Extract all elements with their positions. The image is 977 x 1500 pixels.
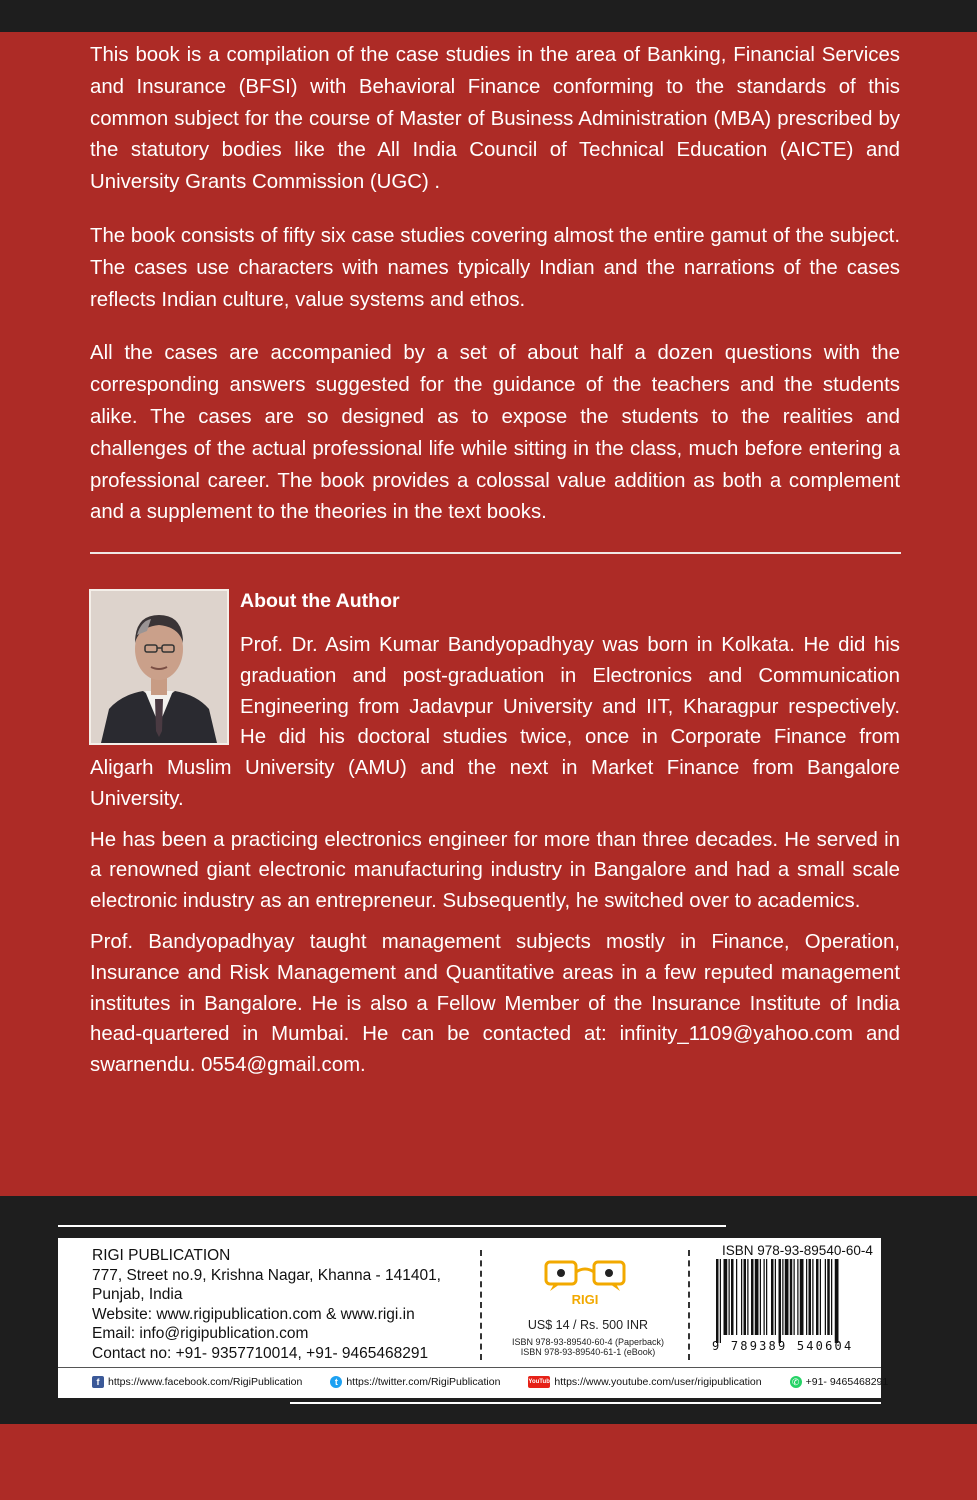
- barcode-bar: [806, 1259, 807, 1335]
- author-bio-body: [90, 753, 900, 1091]
- barcode-bar: [724, 1259, 728, 1335]
- footer-bottom-rule: [290, 1402, 881, 1404]
- barcode-bar: [775, 1259, 776, 1335]
- footer-top-rule: [58, 1225, 726, 1227]
- description-paragraph-3: All the cases are accompanied by a set of about half a dozen questions with the corresponding answers suggested for the guidance of the teachers and the students alike. The cases are so designed as to expose the students to the realities and challenges of the actual professional life while sitting in the class, much before entering a professional career. The book provides a colossal value addition as both a complement and a supplement to the theories in the text books.: [90, 342, 900, 524]
- barcode-bar: [816, 1259, 819, 1335]
- publisher-address-line-2: Punjab, India: [92, 1286, 183, 1304]
- whatsapp-number: +91- 9465468291: [805, 1376, 889, 1388]
- rigi-logo: [540, 1258, 630, 1308]
- barcode-bar: [809, 1259, 812, 1335]
- barcode-isbn-label: ISBN 978-93-89540-60-4: [722, 1243, 873, 1258]
- author-bio-career: He has been a practicing electronics engineer for more than three decades. He served in a renowned giant electronic manufacturing industry in Bangalore and had a small scale electronic industry as an entrepreneur. Subsequently, he switched over to academics.: [90, 828, 900, 913]
- social-top-rule: [58, 1367, 881, 1368]
- social-links-bar: [92, 1371, 889, 1393]
- barcode-bar: [785, 1259, 789, 1335]
- whatsapp-link[interactable]: [790, 1376, 889, 1388]
- footer-dashed-divider-left: [480, 1250, 482, 1360]
- barcode-bar: [782, 1259, 783, 1335]
- barcode-bar: [794, 1259, 795, 1335]
- publisher-address-line-1: 777, Street no.9, Krishna Nagar, Khanna - 141401,: [92, 1266, 441, 1284]
- barcode-bar: [736, 1259, 737, 1335]
- whatsapp-icon: ✆: [790, 1376, 802, 1388]
- twitter-link[interactable]: [330, 1376, 500, 1388]
- barcode-bar: [812, 1259, 813, 1335]
- author-photo: [89, 589, 229, 745]
- facebook-link[interactable]: [92, 1376, 302, 1388]
- book-price: US$ 14 / Rs. 500 INR: [527, 1318, 649, 1332]
- barcode-bar: [716, 1259, 719, 1343]
- top-dark-band: [0, 0, 977, 32]
- barcode-bar: [835, 1259, 839, 1343]
- barcode-bar: [831, 1259, 832, 1335]
- about-author-heading: About the Author: [240, 590, 400, 612]
- twitter-icon: t: [330, 1376, 342, 1388]
- barcode-bar: [825, 1259, 826, 1335]
- barcode-bar: [766, 1259, 767, 1335]
- publisher-name: RIGI PUBLICATION: [92, 1247, 231, 1264]
- barcode-bar: [720, 1259, 721, 1343]
- barcode-bar: [779, 1259, 782, 1343]
- barcode-bar: [820, 1259, 821, 1335]
- barcode-digits: 9 789389 540604: [712, 1339, 854, 1353]
- barcode-bar: [827, 1259, 830, 1335]
- barcode-bar: [741, 1259, 742, 1335]
- isbn-barcode: [714, 1259, 878, 1343]
- isbn-ebook: ISBN 978-93-89540-61-1 (eBook): [520, 1347, 656, 1357]
- isbn-list: [490, 1337, 686, 1357]
- publisher-website[interactable]: Website: www.rigipublication.com & www.rigi.in: [92, 1305, 415, 1323]
- barcode-bar: [744, 1259, 747, 1335]
- twitter-url: https://twitter.com/RigiPublication: [346, 1376, 501, 1388]
- youtube-link[interactable]: [528, 1376, 761, 1388]
- barcode-bar: [797, 1259, 798, 1335]
- author-bio-continued: Aligarh Muslim University (AMU) and the next in Market Finance from Bangalore University.: [90, 757, 900, 810]
- section-divider: [90, 552, 901, 554]
- youtube-url: https://www.youtube.com/user/rigipublication: [554, 1376, 762, 1388]
- facebook-icon: f: [92, 1376, 104, 1388]
- barcode-bar: [760, 1259, 761, 1335]
- footer-dashed-divider-right: [688, 1250, 690, 1360]
- barcode-bar: [755, 1259, 759, 1335]
- publisher-info: [92, 1246, 484, 1364]
- author-bio-intro: Prof. Dr. Asim Kumar Bandyopadhyay was born in Kolkata. He did his graduation and post-graduation in Electronics and Communication Engineering from Jadavpur University and IIT, Kharagpur respectively. He did his doctoral studies twice, once in Corporate Finance from: [240, 634, 900, 749]
- barcode-bar: [751, 1259, 754, 1335]
- barcode-bar: [731, 1259, 734, 1335]
- isbn-paperback: ISBN 978-93-89540-60-4 (Paperback): [511, 1337, 665, 1347]
- barcode-bar: [729, 1259, 730, 1335]
- barcode-bar: [771, 1259, 774, 1335]
- publisher-contact: Contact no: +91- 9357710014, +91- 9465468291: [92, 1344, 429, 1362]
- author-bio-teaching: Prof. Bandyopadhyay taught management subjects mostly in Finance, Operation, Insurance and Risk Management and Quantitative areas in a few reputed management institutes in Bangalore. He is also a Fellow Member of the Insurance Institute of India head-quartered in Mumbai. He can be contacted at: infinity_1109@yahoo.com and swarnendu. 0554@gmail.com.: [90, 930, 900, 1077]
- publisher-email[interactable]: Email: info@rigipublication.com: [92, 1325, 309, 1343]
- description-paragraph-2: The book consists of fifty six case studies covering almost the entire gamut of the subject. The cases use characters with names typically Indian and the narrations of the cases reflects Indian culture, value systems and ethos.: [90, 224, 900, 311]
- logo-text: RIGI: [571, 1292, 599, 1307]
- barcode-bar: [800, 1259, 804, 1335]
- bottom-red-band: [0, 1424, 977, 1500]
- barcode-bar: [764, 1259, 765, 1335]
- barcode-bar: [747, 1259, 748, 1335]
- facebook-url: https://www.facebook.com/RigiPublication: [108, 1376, 303, 1388]
- youtube-icon: YouTube: [528, 1376, 550, 1388]
- barcode-bar: [790, 1259, 793, 1335]
- book-description: [90, 40, 900, 551]
- description-paragraph-1: This book is a compilation of the case studies in the area of Banking, Financial Services and Insurance (BFSI) with Behavioral Finance conforming to the standards of this common subject for the course of Master of Business Administration (MBA) prescribed by the statutory bodies like the All India Council of Technical Education (AICTE) and University Grants Commission (UGC) .: [90, 44, 900, 194]
